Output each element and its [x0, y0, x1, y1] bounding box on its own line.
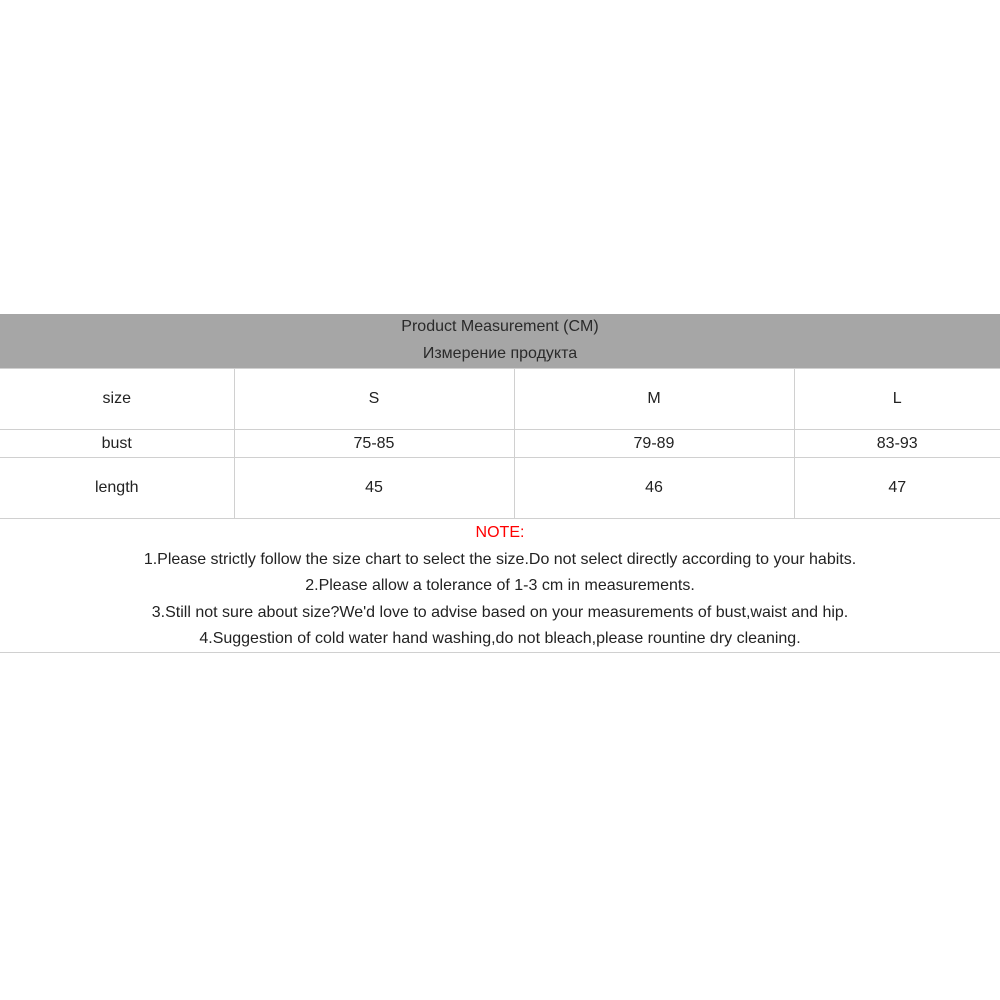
- row-label-length: length: [0, 458, 234, 519]
- column-header-l: L: [794, 369, 1000, 430]
- note-item-3: 3.Still not sure about size?We'd love to advise based on your measurements of bust,waist and hip.: [151, 603, 849, 621]
- column-header-m: M: [514, 369, 794, 430]
- column-header-size: size: [0, 369, 234, 430]
- note-item-1: 1.Please strictly follow the size chart to select the size.Do not select directly according to your habits.: [143, 550, 857, 568]
- size-chart-header: [0, 314, 1000, 368]
- cell-length-s: 45: [234, 458, 514, 519]
- table-row-bust: [0, 430, 1000, 458]
- note-item-4: 4.Suggestion of cold water hand washing,do not bleach,please rountine dry cleaning.: [199, 630, 801, 647]
- table-row-length: [0, 458, 1000, 519]
- cell-length-l: 47: [794, 458, 1000, 519]
- column-header-s: S: [234, 369, 514, 430]
- cell-bust-l: 83-93: [794, 430, 1000, 458]
- size-chart: [0, 314, 1000, 653]
- header-title-russian: Измерение продукта: [422, 345, 578, 362]
- note-item-2: 2.Please allow a tolerance of 1-3 cm in measurements.: [305, 577, 695, 594]
- size-table: [0, 368, 1000, 518]
- notes-section: [0, 518, 1000, 653]
- row-label-bust: bust: [0, 430, 234, 458]
- cell-length-m: 46: [514, 458, 794, 519]
- table-header-row: [0, 369, 1000, 430]
- cell-bust-s: 75-85: [234, 430, 514, 458]
- note-title: NOTE:: [475, 524, 525, 541]
- header-title-english: Product Measurement (CM): [401, 318, 599, 335]
- cell-bust-m: 79-89: [514, 430, 794, 458]
